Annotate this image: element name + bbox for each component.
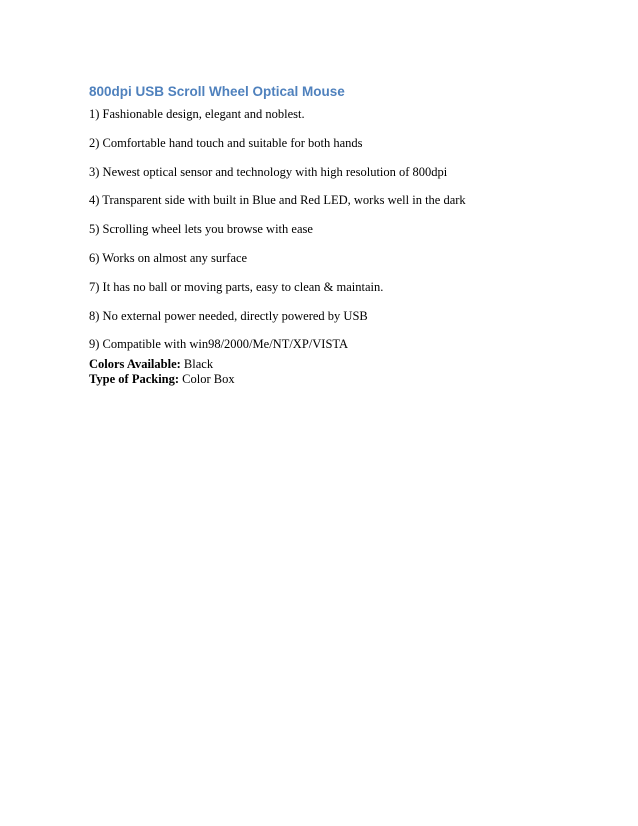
packing-type-value: Color Box xyxy=(182,372,235,387)
packing-type-spec xyxy=(89,372,609,387)
feature-list xyxy=(89,106,609,352)
document-title: 800dpi USB Scroll Wheel Optical Mouse xyxy=(89,84,345,99)
feature-item-9: 9) Compatible with win98/2000/Me/NT/XP/VISTA xyxy=(89,337,349,352)
feature-item-7: 7) It has no ball or moving parts, easy to clean & maintain. xyxy=(89,279,384,294)
feature-item-6: 6) Works on almost any surface xyxy=(89,250,248,265)
packing-type-label: Type of Packing: xyxy=(89,372,180,387)
feature-item-3: 3) Newest optical sensor and technology with high resolution of 800dpi xyxy=(89,164,448,179)
feature-item-1: 1) Fashionable design, elegant and noblest. xyxy=(89,107,305,121)
feature-item-5: 5) Scrolling wheel lets you browse with ease xyxy=(89,222,313,237)
colors-available-spec xyxy=(89,357,609,372)
feature-item-2: 2) Comfortable hand touch and suitable for both hands xyxy=(89,135,363,150)
feature-item-8: 8) No external power needed, directly powered by USB xyxy=(89,308,368,323)
colors-available-label: Colors Available: xyxy=(89,357,181,372)
colors-available-value: Black xyxy=(183,357,214,372)
document-page xyxy=(89,83,609,387)
feature-item-4: 4) Transparent side with built in Blue and Red LED, works well in the dark xyxy=(89,193,466,208)
